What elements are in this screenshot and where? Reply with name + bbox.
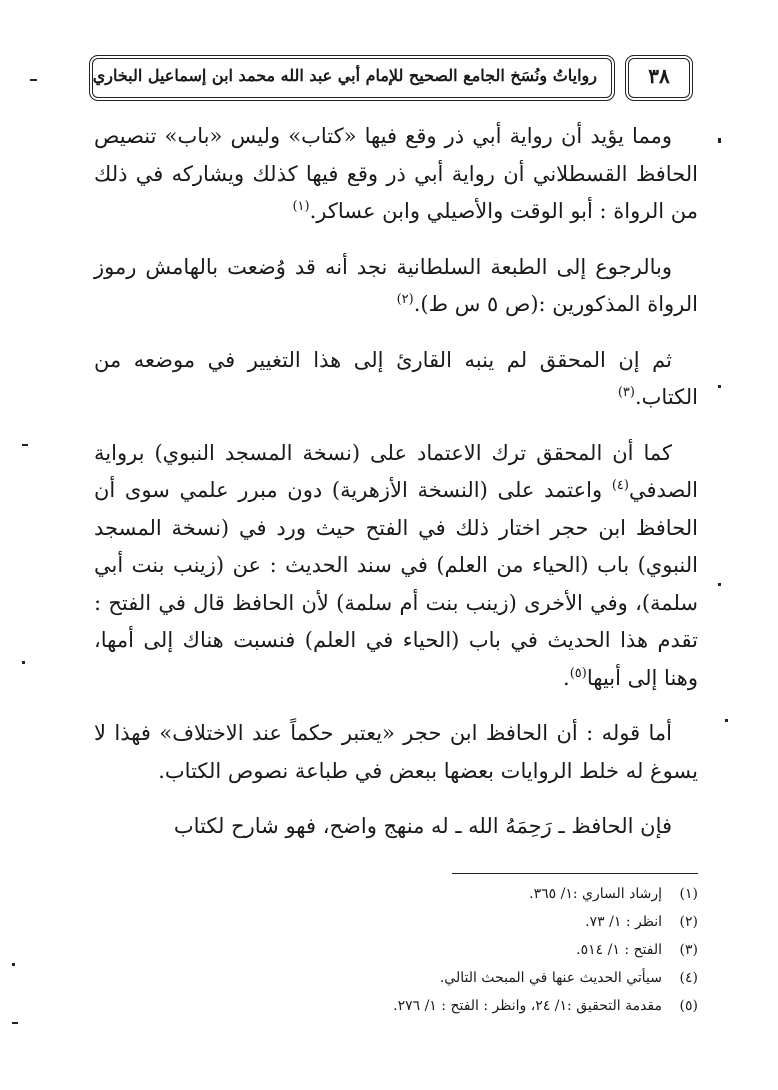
edge-mark-left-5 [12, 1022, 18, 1024]
edge-mark-right-4 [725, 719, 728, 722]
footnote-text: الفتح : ١/ ٥١٤. [576, 942, 662, 958]
page-number: ٣٨ [648, 64, 670, 88]
paragraph-2 [94, 249, 698, 324]
footnote-number: (٢) [679, 914, 698, 930]
paragraph-4 [94, 435, 698, 698]
edge-mark-left-2 [22, 444, 28, 446]
footnote-ref: (١) [292, 199, 310, 214]
paragraph-1 [94, 118, 698, 231]
running-title: رواياتُ ونُسَخ الجامع الصحيح للإمام أبي عبد الله محمد ابن إسماعيل البخاري [92, 66, 597, 85]
footnote [94, 992, 698, 1020]
paragraph-5 [94, 715, 698, 790]
footnote-number: (١) [679, 886, 698, 902]
footnote-text: سيأتي الحديث عنها في المبحث التالي. [439, 970, 662, 986]
paragraph-text: أما قوله : أن الحافظ ابن حجر «يعتبر حكماً عند الاختلاف» فهذا لا يسوغ له خلط الروايات بعضها ببعض في طباعة نصوص الكتاب. [94, 721, 698, 783]
page-header [92, 58, 690, 102]
paragraph-6 [94, 808, 698, 846]
edge-mark-right-3 [718, 583, 721, 586]
edge-mark-left-3 [22, 661, 25, 664]
paragraph-text: واعتمد على (النسخة الأزهرية) دون مبرر علمي سوى أن الحافظ ابن حجر اختار ذلك في الفتح حيث ورد في (نسخة المسجد النبوي) باب (الحياء من العلم) في سند الحديث : عن (زينب بنت أبي سلمة)، وفي الأخرى (زينب بنت أم سلمة) لأن الحافظ قال في الفتح : تقدم هذا الحديث في باب (الحياء في العلم) فنسبت هناك إلى أمها، وهنا إلى أبيها [94, 478, 698, 690]
page-number-frame [628, 58, 690, 98]
paragraph-text: ومما يؤيد أن رواية أبي ذر وقع فيها «كتاب» وليس «باب» تنصيص الحافظ القسطلاني أن رواية أبي ذر وقع فيها كذلك ويشاركه في ذلك من الرواة : أبو الوقت والأصيلي وابن عساكر. [94, 124, 698, 223]
edge-mark-right-1 [718, 138, 721, 143]
paragraph-text: . [563, 665, 570, 690]
footnote-separator [452, 873, 698, 874]
footnote [94, 880, 698, 908]
footnote [94, 936, 698, 964]
footnote-number: (٥) [679, 998, 698, 1014]
footnote [94, 908, 698, 936]
footnote-number: (٣) [679, 942, 698, 958]
edge-mark-left-top [30, 79, 37, 81]
paragraph-text: ثم إن المحقق لم ينبه القارئ إلى هذا التغيير في موضعه من الكتاب. [94, 347, 698, 409]
paragraph-text: كما أن المحقق ترك الاعتماد على (نسخة المسجد النبوي) برواية الصدفي [94, 440, 698, 502]
paragraph-text: فإن الحافظ ـ رَحِمَهُ الله ـ له منهج واضح، فهو شارح لكتاب [173, 814, 672, 838]
paragraph-3 [94, 342, 698, 417]
paragraph-text: وبالرجوع إلى الطبعة السلطانية نجد أنه قد وُضعت بالهامش رموز الرواة المذكورين :(ص ٥ س ط). [94, 254, 698, 316]
footnote-text: مقدمة التحقيق :١/ ٢٤، وانظر : الفتح : ١/ ٢٧٦. [393, 998, 662, 1014]
footnote-number: (٤) [679, 970, 698, 986]
footnote-ref: (٢) [396, 292, 414, 307]
header-title-frame [92, 58, 612, 98]
edge-mark-right-2 [718, 385, 721, 388]
footnote-ref: (٤) [611, 478, 629, 493]
footnotes [94, 880, 698, 1020]
edge-mark-left-4 [12, 963, 15, 966]
footnote-ref: (٣) [617, 385, 635, 400]
main-text [94, 118, 698, 864]
footnote [94, 964, 698, 992]
footnote-ref: (٥) [569, 665, 587, 681]
footnote-text: إرشاد الساري :١/ ٣٦٥. [529, 886, 662, 902]
footnote-text: انظر : ١/ ٧٣. [585, 914, 662, 930]
